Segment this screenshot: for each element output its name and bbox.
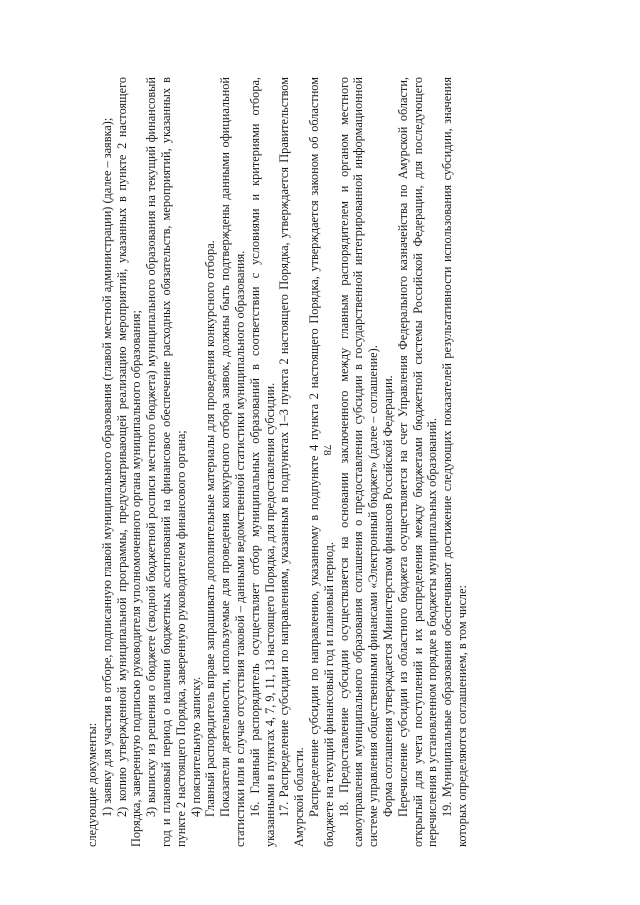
paragraph: 17. Распределение субсидии по направлениям, указанным в подпунктах 1–3 пункта 2 настоящего Порядка, утверждается Правительством Амурской области. — [277, 77, 307, 847]
paragraph: Форма соглашения утверждается Министерством финансов Российской Федерации. — [380, 375, 395, 817]
paragraph: 4) пояснительную записку. — [188, 676, 203, 817]
paragraph: 19. Муниципальные образования обеспечивают достижение следующих показателей результативности использования субсидии, значения которых определяются соглашением, в том числе: — [440, 77, 469, 847]
rotated-text-block — [85, 77, 555, 847]
paragraph: Главный распорядитель вправе запрашивать дополнительные материалы для проведения конкурсного отбора. — [203, 240, 218, 817]
paragraph: 3) выписку из решения о бюджете (сводной бюджетной росписи местного бюджета) муниципального образования на текущий финансовый год и плановый период о наличии бюджетных ассигнований на финансовое обеспечение расходных обязательств, мероприятий, указанных в пункте 2 настоящего Порядка, заверенную руководителем финансового органа; — [144, 77, 188, 847]
paragraph: 2) копию утвержденной муниципальной программы, предусматривающей реализацию мероприятий, указанных в пункте 2 настоящего Порядка, заверенную подписью руководителя уполномоченного органа муниципального образования; — [114, 77, 144, 847]
paragraph: 16. Главный распорядитель осуществляет отбор муниципальных образований в соответствии с условиями и критериями отбора, указанными в пунктах 4, 7, 9, 11, 13 настоящего Порядка, для предоставления субсидии. — [247, 77, 277, 847]
paragraph: Перечисление субсидии из областного бюджета осуществляется на счет Управления Федерального казначейства по Амурской области, открытый для учета поступлений и их распределения между бюджетами бюджетной системы Российской Федерации, для последующего перечисления в установленном порядке в бюджеты муниципальных образований. — [395, 77, 440, 847]
paragraph: Распределение субсидии по направлению, указанному в подпункте 4 пункта 2 настоящего Порядка, утверждается законом об областном бюджете на текущий финансовый год и плановый период. — [306, 77, 336, 847]
document-body — [85, 77, 470, 847]
paragraph: Показатели деятельности, используемые для проведения конкурсного отбора заявок, должны быть подтверждены данными официальной статистики или в случае отсутствия таковой – данными ведомственной статистики муниципального образования. — [218, 77, 247, 847]
page-number: 78 — [321, 444, 333, 456]
paragraph: 18. Предоставление субсидии осуществляется на основании заключенного между главным распорядителем и органом местного самоуправления муниципального образования соглашения о предоставлении субсидии в государственной интегрированной информационной системе управления общественными финансами «Электронный бюджет» (далее – соглашение). — [336, 77, 381, 847]
paragraph: 1) заявку для участия в отборе, подписанную главой муниципального образования (главой местной администрации) (далее – заявка); — [99, 117, 114, 817]
paragraph: следующие документы: — [85, 722, 99, 847]
